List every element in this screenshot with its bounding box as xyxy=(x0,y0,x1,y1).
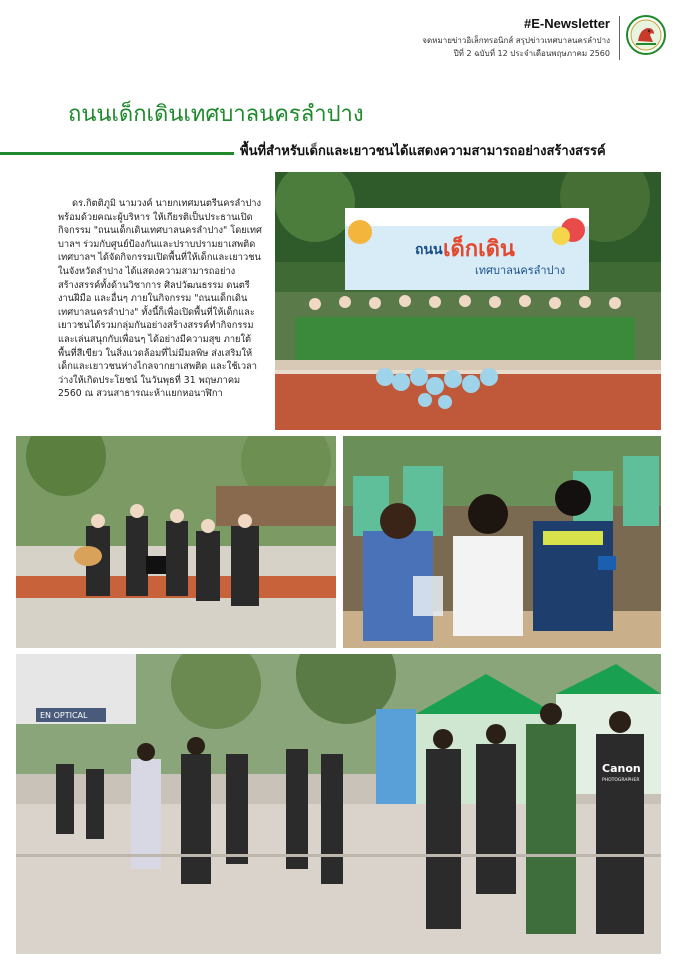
photo-musicians xyxy=(16,436,336,648)
newsletter-title: #E-Newsletter xyxy=(524,16,610,31)
banner-line3: เทศบาลนครลำปาง xyxy=(475,264,566,277)
photo-craft-table xyxy=(343,436,661,648)
title-rule xyxy=(0,152,234,155)
photo-group-stage xyxy=(275,172,661,430)
photo-crowd-fair xyxy=(16,654,661,954)
article-body: ดร.กิตติภูมิ นามวงค์ นายกเทศมนตรีนครลำปาง พร้อมด้วยคณะผู้บริหาร ให้เกียรติเป็นประธานเปิดกิจกรรม "ถนนเด็กเดินเทศบาลนครลำปาง" โดยเทศบาลฯ ร่วมกับศูนย์ป้องกันและปราบปรามยาเสพติดเทศบาลฯ ได้จัดกิจกรรมเปิดพื้นที่ให้เด็กและเยาวชนในจังหวัดลำปาง ได้แสดงความสามารถอย่างสร้างสรรค์ทั้งด้านวิชาการ ศิลปวัฒนธรรม ดนตรี งานฝีมือ และอื่นๆ ภายในกิจกรรม "ถนนเด็กเดินเทศบาลนครลำปาง" ทั้งนี้ก็เพื่อเปิดพื้นที่ให้เด็กและเยาวชนได้รวมกลุ่มกันอย่างสร้างสรรค์ทำกิจกรรมและเล่นสนุกกับเพื่อนๆ ได้อย่างมีความสุข ภายใต้พื้นที่สีเขียว ในสิ่งแวดล้อมที่ไม่มีมลพิษ ส่งเสริมให้เด็กและเยาวชนห่างไกลจากยาเสพติด และใช้เวลาว่างให้เกิดประโยชน์ ในวันพุธที่ 31 พฤษภาคม 2560 ณ สวนสาธารณะห้าแยกหอนาฬิกา xyxy=(58,198,262,400)
tshirt-sub: PHOTOGRAPHER xyxy=(602,778,640,783)
issue-info: ปีที่ 2 ฉบับที่ 12 ประจำเดือนพฤษภาคม 2560 xyxy=(453,49,610,58)
newsletter-subtitle: จดหมายข่าวอิเล็กทรอนิกส์ สรุปข่าวเทศบาลนครลำปาง xyxy=(422,36,610,45)
article-subtitle: พื้นที่สำหรับเด็กและเยาวชนได้แสดงความสามารถอย่างสร้างสรรค์ xyxy=(240,144,606,159)
header-divider xyxy=(619,16,620,60)
shop-sign: EN OPTICAL xyxy=(40,711,88,720)
tshirt-brand: Canon xyxy=(602,762,641,775)
banner-line1: ถนน xyxy=(415,242,443,258)
municipality-logo xyxy=(626,15,666,55)
article-title: ถนนเด็กเดินเทศบาลนครลำปาง xyxy=(68,102,364,127)
banner-line2: เด็กเดิน xyxy=(443,237,515,262)
